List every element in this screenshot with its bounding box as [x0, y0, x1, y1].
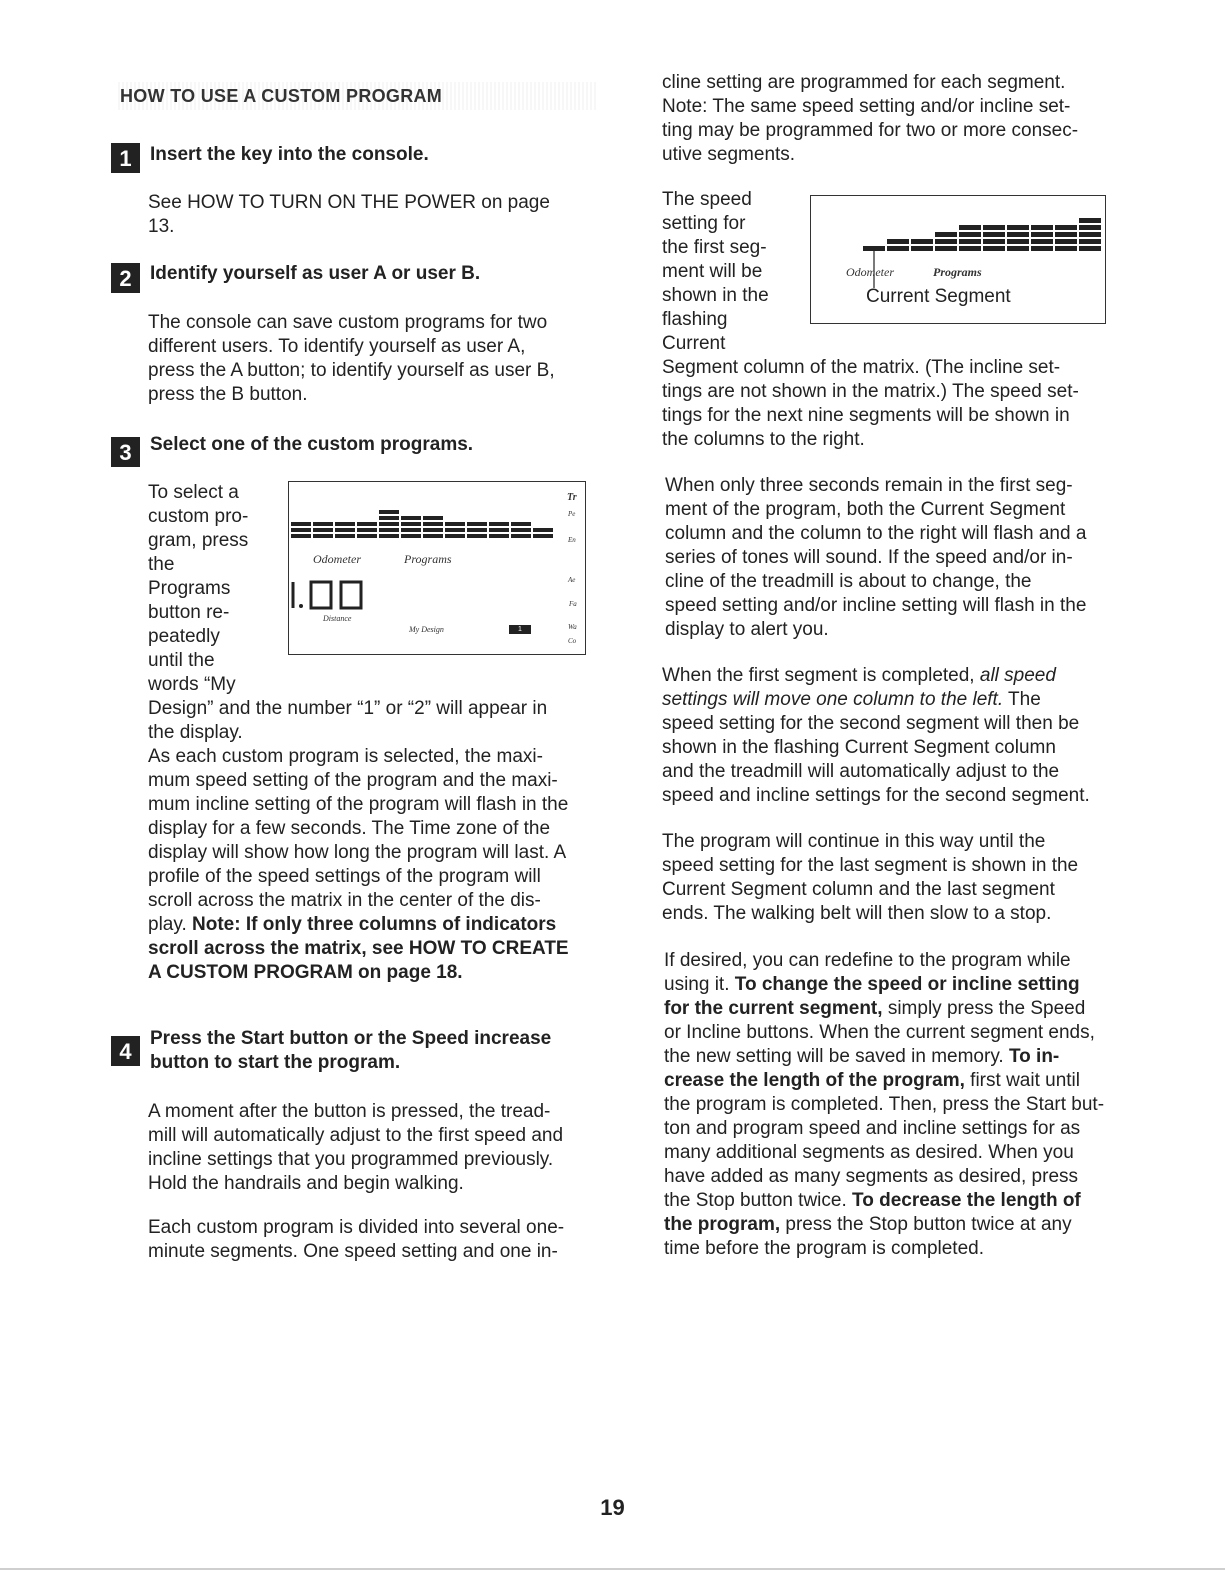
text-line	[662, 664, 1090, 688]
matrix-indicator	[983, 246, 1005, 251]
step-4-title	[150, 1027, 551, 1075]
text-line	[664, 1189, 1104, 1213]
text-line: button re-	[148, 602, 230, 623]
text-line: utive segments.	[662, 144, 796, 165]
text-line: series of tones will sound. If the speed and/or in-	[665, 547, 1073, 568]
matrix-indicator	[983, 239, 1005, 244]
matrix-indicator	[313, 528, 333, 532]
matrix-indicator	[911, 246, 933, 251]
matrix-indicator	[335, 528, 355, 532]
emphasis: settings will move one column to the left.	[662, 689, 1004, 710]
text-line: custom pro-	[148, 506, 249, 527]
text-span: play.	[148, 914, 193, 935]
step-4-badge: 4	[111, 1036, 140, 1066]
text-span: The	[1003, 689, 1041, 710]
text-line: peatedly	[148, 626, 220, 647]
bold-span: crease the length of the program,	[664, 1070, 965, 1091]
text-line: the	[148, 554, 175, 575]
text-line: ends. The walking belt will then slow to a stop.	[662, 903, 1052, 924]
matrix-indicator	[423, 534, 443, 538]
matrix-indicator	[291, 522, 311, 526]
text-line: column and the column to the right will flash and a	[665, 523, 1087, 544]
matrix-indicator	[533, 534, 553, 538]
matrix-indicator	[935, 246, 957, 251]
matrix-indicator	[313, 522, 333, 526]
text-line: shown in the flashing Current Segment column	[662, 737, 1056, 758]
text-line	[148, 961, 608, 985]
step-4-title-line: button to start the program.	[150, 1052, 401, 1073]
text-span: using it.	[664, 974, 735, 995]
right-label: Fa	[569, 600, 577, 608]
matrix-indicator	[1079, 239, 1101, 244]
step-4-title-line: Press the Start button or the Speed increase	[150, 1028, 552, 1049]
matrix-indicator	[489, 528, 509, 532]
right-label: Tr	[567, 492, 577, 503]
matrix-indicator	[983, 225, 1005, 230]
text-line: The console can save custom programs for two	[148, 312, 548, 333]
matrix-indicator	[489, 534, 509, 538]
text-line: speed setting for the last segment is shown in the	[662, 855, 1079, 876]
text-line: speed and incline settings for the second segment.	[662, 785, 1090, 806]
matrix-indicator	[379, 510, 399, 514]
text-line: ton and program speed and incline settings for as	[664, 1118, 1081, 1139]
matrix-indicator	[1079, 232, 1101, 237]
distance-label: Distance	[323, 614, 352, 623]
matrix-indicator	[379, 522, 399, 526]
matrix-indicator	[959, 239, 981, 244]
text-line: 13.	[148, 216, 175, 237]
matrix-indicator	[379, 528, 399, 532]
matrix-indicator	[401, 522, 421, 526]
text-line: Each custom program is divided into several one-	[148, 1217, 565, 1238]
distance-digits	[293, 582, 361, 608]
note-bold: Note: If only three columns of indicators	[192, 914, 557, 935]
matrix-indicator	[1055, 246, 1077, 251]
text-span: simply press the Speed	[882, 998, 1086, 1019]
text-line: shown in the	[662, 285, 769, 306]
matrix-indicator	[959, 246, 981, 251]
bold-span: To decrease the length of	[852, 1190, 1081, 1211]
text-line: ment of the program, both the Current Segment	[665, 499, 1066, 520]
text-line: If desired, you can redefine to the program while	[664, 950, 1071, 971]
text-line: mill will automatically adjust to the first speed and	[148, 1125, 564, 1146]
matrix-indicator	[1007, 239, 1029, 244]
text-line: speed setting and/or incline setting will flash in the	[665, 595, 1087, 616]
text-line: See HOW TO TURN ON THE POWER on page	[148, 192, 550, 213]
text-span: first wait until	[964, 1070, 1080, 1091]
text-line: or Incline buttons. When the current segment ends,	[664, 1022, 1095, 1043]
matrix-indicator	[511, 522, 531, 526]
matrix-indicator	[423, 516, 443, 520]
right-label: Pe	[568, 510, 576, 518]
text-line: Current	[662, 333, 726, 354]
matrix-indicator	[467, 528, 487, 532]
text-line: the display.	[148, 722, 243, 743]
text-line: mum speed setting of the program and the maxi-	[148, 770, 558, 791]
matrix-indicator	[401, 516, 421, 520]
matrix-indicator	[335, 534, 355, 538]
step-3-paragraph-2	[148, 745, 608, 985]
text-line: display to alert you.	[665, 619, 829, 640]
text-line: ting may be programmed for two or more consec-	[662, 120, 1079, 141]
text-line: flashing	[662, 309, 728, 330]
right-paragraph-6	[664, 949, 1104, 1261]
step-3-title: Select one of the custom programs.	[150, 434, 474, 455]
matrix-indicator	[467, 522, 487, 526]
text-line: the program is completed. Then, press the Start but-	[664, 1094, 1105, 1115]
text-line: Design” and the number “1” or “2” will appear in	[148, 698, 548, 719]
note-bold: A CUSTOM PROGRAM on page 18.	[148, 962, 463, 983]
matrix-indicator	[911, 239, 933, 244]
matrix-indicator	[959, 232, 981, 237]
text-span: press the Stop button twice at any	[780, 1214, 1072, 1235]
text-line: cline of the treadmill is about to change, the	[665, 571, 1032, 592]
matrix-indicator	[423, 528, 443, 532]
step-2-text	[148, 311, 555, 407]
step-3-badge: 3	[111, 437, 140, 467]
text-line: When only three seconds remain in the first seg-	[665, 475, 1073, 496]
emphasis: all speed	[979, 665, 1056, 686]
matrix-indicator	[445, 528, 465, 532]
bottom-rule	[0, 1568, 1225, 1570]
matrix-indicator	[357, 534, 377, 538]
bold-span: for the current segment,	[664, 998, 883, 1019]
right-label: Co	[568, 637, 577, 645]
text-line: scroll across the matrix in the center of the dis-	[148, 890, 541, 911]
text-line: speed setting for the second segment will then be	[662, 713, 1080, 734]
current-segment-display-illustration	[810, 195, 1106, 324]
matrix-indicator	[511, 534, 531, 538]
matrix-indicator	[291, 534, 311, 538]
text-line: many additional segments as desired. When you	[664, 1142, 1074, 1163]
text-line: and the treadmill will automatically adjust to the	[662, 761, 1060, 782]
text-line: Note: The same speed setting and/or incline set-	[662, 96, 1071, 117]
right-paragraph-1	[662, 71, 1078, 167]
matrix-indicator	[1007, 246, 1029, 251]
text-line: mum incline setting of the program will flash in the	[148, 794, 569, 815]
current-segment-caption: Current Segment	[866, 286, 1011, 307]
text-line: until the	[148, 650, 215, 671]
odometer-label: Odometer	[846, 265, 894, 279]
matrix-indicator	[291, 528, 311, 532]
text-line: tings are not shown in the matrix.) The speed set-	[662, 381, 1079, 402]
text-line: setting for	[662, 213, 746, 234]
matrix-indicator	[1079, 246, 1101, 251]
text-line: ment will be	[662, 261, 763, 282]
page-number: 19	[600, 1495, 625, 1520]
matrix-indicator	[1055, 225, 1077, 230]
bold-span: To in-	[1008, 1046, 1060, 1067]
bold-span: To change the speed or incline setting	[734, 974, 1080, 995]
text-line: Programs	[148, 578, 231, 599]
text-line: gram, press	[148, 530, 249, 551]
matrix-indicator	[357, 522, 377, 526]
text-line: profile of the speed settings of the program will	[148, 866, 541, 887]
text-line: display will show how long the program will last. A	[148, 842, 567, 863]
matrix-indicator	[379, 516, 399, 520]
text-line	[148, 937, 608, 961]
text-line	[664, 997, 1104, 1021]
text-line: As each custom program is selected, the maxi-	[148, 746, 543, 767]
text-line: Hold the handrails and begin walking.	[148, 1173, 464, 1194]
odometer-label: Odometer	[313, 552, 361, 566]
matrix-indicator	[1007, 232, 1029, 237]
matrix-indicator	[1031, 239, 1053, 244]
matrix-indicator	[887, 246, 909, 251]
programs-label: Programs	[933, 265, 982, 279]
matrix-indicator	[1031, 225, 1053, 230]
matrix-indicator	[401, 534, 421, 538]
text-line: A moment after the button is pressed, the tread-	[148, 1101, 551, 1122]
right-paragraph-3	[665, 474, 1086, 642]
text-line	[664, 973, 1104, 997]
text-span: the new setting will be saved in memory.	[664, 1046, 1009, 1067]
matrix-indicator	[1055, 239, 1077, 244]
text-line	[148, 913, 608, 937]
programs-label: Programs	[404, 552, 452, 566]
step-1-text	[148, 191, 550, 239]
text-line: incline settings that you programmed previously.	[148, 1149, 554, 1170]
step-4-paragraph-2	[148, 1216, 564, 1264]
note-bold: scroll across the matrix, see HOW TO CREATE	[148, 938, 569, 959]
section-heading: HOW TO USE A CUSTOM PROGRAM	[118, 82, 596, 110]
matrix-indicator	[423, 522, 443, 526]
text-line: display for a few seconds. The Time zone of the	[148, 818, 551, 839]
text-span: When the first segment is completed,	[662, 665, 980, 686]
text-line: Current Segment column and the last segment	[662, 879, 1055, 900]
step-2-badge: 2	[111, 263, 140, 293]
text-line: different users. To identify yourself as user A,	[148, 336, 526, 357]
bold-span: the program,	[664, 1214, 781, 1235]
my-design-label: My Design	[409, 625, 444, 634]
matrix-indicator	[489, 522, 509, 526]
matrix-indicator	[935, 232, 957, 237]
matrix-indicator	[445, 522, 465, 526]
matrix-indicator	[935, 239, 957, 244]
matrix-indicator	[983, 232, 1005, 237]
matrix-indicator	[401, 528, 421, 532]
matrix-indicator	[335, 522, 355, 526]
step-4-paragraph-1	[148, 1100, 563, 1196]
text-line: press the A button; to identify yourself as user B,	[148, 360, 555, 381]
right-label: Wa	[568, 623, 577, 631]
text-line: The speed	[662, 189, 752, 210]
right-label: Ae	[568, 576, 576, 584]
text-line: press the B button.	[148, 384, 308, 405]
text-line: cline setting are programmed for each segment.	[662, 72, 1066, 93]
text-line: have added as many segments as desired, press	[664, 1166, 1079, 1187]
text-span: the Stop button twice.	[664, 1190, 853, 1211]
text-line: tings for the next nine segments will be shown in	[662, 405, 1070, 426]
text-line: The program will continue in this way until the	[662, 831, 1046, 852]
step-1-badge: 1	[111, 143, 140, 173]
matrix-indicator	[445, 534, 465, 538]
text-line	[664, 1069, 1104, 1093]
text-line: To select a	[148, 482, 239, 503]
matrix-indicator	[467, 534, 487, 538]
matrix-indicator	[1055, 232, 1077, 237]
text-line: Segment column of the matrix. (The incline set-	[662, 357, 1061, 378]
matrix-indicator	[313, 534, 333, 538]
matrix-indicator	[1031, 246, 1053, 251]
step-1-title: Insert the key into the console.	[150, 144, 429, 165]
right-paragraph-4	[662, 664, 1090, 808]
text-line: minute segments. One speed setting and one in-	[148, 1241, 558, 1262]
matrix-indicator	[511, 528, 531, 532]
text-line: the columns to the right.	[662, 429, 865, 450]
console-display-illustration	[288, 481, 586, 655]
matrix-indicator	[887, 239, 909, 244]
right-paragraph-5	[662, 830, 1078, 926]
text-line	[664, 1045, 1104, 1069]
step-2-title: Identify yourself as user A or user B.	[150, 263, 481, 284]
text-line: time before the program is completed.	[664, 1238, 984, 1259]
text-line	[662, 688, 1090, 712]
text-line: the first seg-	[662, 237, 767, 258]
matrix-indicator	[959, 225, 981, 230]
matrix-indicator	[1031, 232, 1053, 237]
program-number-indicator: 1	[509, 625, 531, 634]
matrix-indicator	[1007, 225, 1029, 230]
matrix-indicator	[1079, 225, 1101, 230]
text-line: words “My	[148, 674, 236, 695]
matrix-indicator	[1079, 218, 1101, 223]
right-label: En	[568, 536, 576, 544]
matrix-indicator	[379, 534, 399, 538]
text-line	[664, 1213, 1104, 1237]
matrix-indicator	[533, 528, 553, 532]
matrix-indicator	[357, 528, 377, 532]
